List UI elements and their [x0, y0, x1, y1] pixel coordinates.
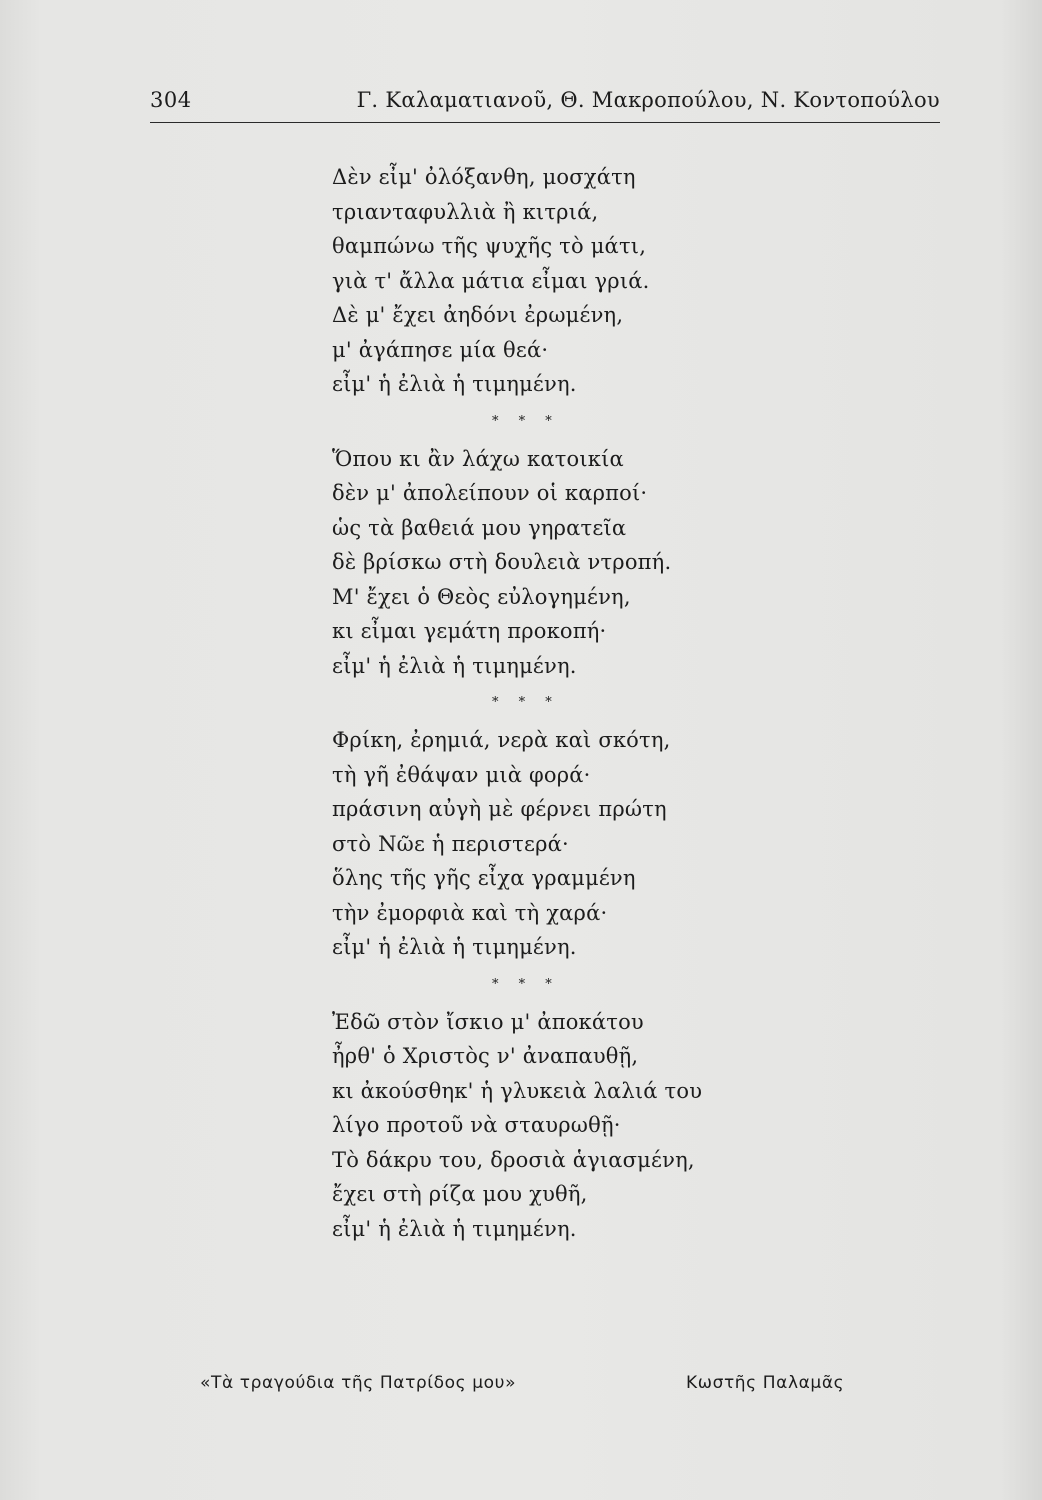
poem-line: Μ' ἔχει ὁ Θεὸς εὐλογημένη,: [332, 584, 631, 609]
poem-line: λίγο προτοῦ νὰ σταυρωθῇ·: [332, 1113, 621, 1137]
poem-line: ἔχει στὴ ρίζα μου χυθῆ,: [332, 1182, 588, 1206]
stanza-separator: * * *: [492, 695, 560, 710]
poem-line: Δὲ μ' ἔχει ἀηδόνι ἐρωμένη,: [332, 303, 624, 327]
poem-line: Τὸ δάκρυ του, δροσιὰ ἁγιασμένη,: [332, 1147, 695, 1172]
stanza-separator: * * *: [492, 976, 560, 992]
poem-line: τὴ γῆ ἐθάψαν μιὰ φορά·: [332, 762, 591, 787]
poem-line: εἶμ' ἡ ἐλιὰ ἡ τιμημένη.: [332, 1216, 577, 1241]
poem-line: εἶμ' ἡ ἐλιὰ ἡ τιμημένη.: [332, 935, 577, 959]
running-head: Γ. Καλαματιανοῦ, Θ. Μακροπούλου, Ν. Κοντοπούλου: [356, 88, 940, 112]
stanza-1: [332, 160, 812, 402]
poem: [332, 160, 812, 1246]
poem-line: κι ἀκούσθηκ' ἡ γλυκειὰ λαλιά του: [332, 1078, 703, 1103]
poem-line: γιὰ τ' ἄλλα μάτια εἶμαι γριά.: [332, 268, 650, 293]
poem-line: θαμπώνω τῆς ψυχῆς τὸ μάτι,: [332, 234, 647, 258]
stanza-2: [332, 442, 812, 684]
page-number: 304: [150, 88, 192, 112]
poem-line: ὅλης τῆς γῆς εἶχα γραμμένη: [332, 866, 636, 890]
stanza-4: [332, 1005, 812, 1247]
poem-line: δὲν μ' ἀπολείπουν οἱ καρποί·: [332, 481, 648, 505]
poem-line: Φρίκη, ἐρημιά, νερὰ καὶ σκότη,: [332, 728, 671, 752]
poem-line: Ὅπου κι ἂν λάχω κατοικία: [332, 446, 624, 471]
poem-line: δὲ βρίσκω στὴ δουλειὰ ντροπή.: [332, 550, 672, 574]
poem-line: μ' ἀγάπησε μία θεά·: [332, 337, 549, 362]
page-header: [150, 88, 940, 123]
poem-line: τριανταφυλλιὰ ἢ κιτριά,: [332, 199, 599, 224]
poem-line: εἶμ' ἡ ἐλιὰ ἡ τιμημένη.: [332, 372, 577, 396]
poem-line: εἶμ' ἡ ἐλιὰ ἡ τιμημένη.: [332, 653, 577, 678]
source-citation: «Τὰ τραγούδια τῆς Πατρίδος μου»: [200, 1373, 517, 1393]
poem-line: ἦρθ' ὁ Χριστὸς ν' ἀναπαυθῇ,: [332, 1044, 639, 1068]
poem-line: Δὲν εἶμ' ὀλόξανθη, μοσχάτη: [332, 165, 636, 189]
stanza-3: [332, 723, 812, 965]
poem-line: στὸ Νῶε ἡ περιστερά·: [332, 831, 569, 856]
poem-line: ὡς τὰ βαθειά μου γηρατεῖα: [332, 515, 627, 540]
poem-line: Ἐδῶ στὸν ἴσκιο μ' ἀποκάτου: [332, 1009, 644, 1034]
poem-line: τὴν ἐμορφιὰ καὶ τὴ χαρά·: [332, 900, 608, 925]
poem-line: πράσινη αὐγὴ μὲ φέρνει πρώτη: [332, 797, 667, 821]
author-name: Κωστῆς Παλαμᾶς: [686, 1373, 845, 1393]
stanza-separator: * * *: [492, 413, 560, 429]
poem-line: κι εἶμαι γεμάτη προκοπή·: [332, 619, 607, 643]
